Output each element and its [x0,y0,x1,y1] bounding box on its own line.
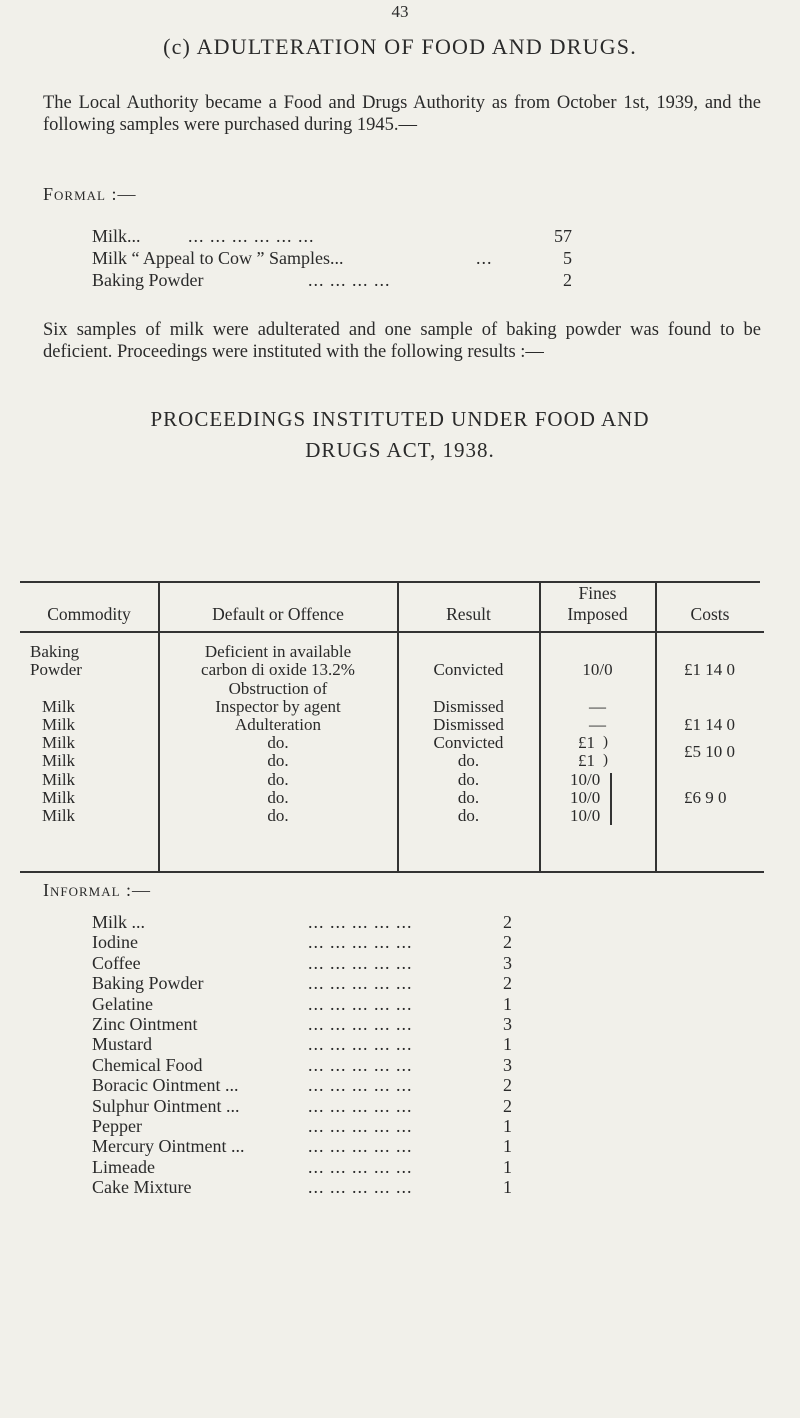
informal-leader: ... ... ... ... ... [308,1054,413,1075]
table-cell-commodity: Powder [30,660,82,679]
table-cell-offence: do. [267,806,289,825]
informal-label: Zinc Ointment [92,1014,198,1034]
table-cell-offence: Deficient in available [204,642,352,661]
table-cell-result: do. [457,751,480,770]
table-cell-commodity: Baking [30,642,80,661]
informal-label: Chemical Food [92,1054,203,1075]
informal-row [92,1177,692,1197]
table-cell-cost: £6 9 0 [684,788,727,807]
informal-label: Cake Mixture [92,1177,192,1198]
table-cell-result: do. [457,806,480,825]
informal-leader: ... ... ... ... ... [308,1177,413,1198]
informal-count: 3 [503,1054,512,1075]
column-header-fines: Fines [578,583,617,603]
table-cell-commodity: Milk [42,770,76,789]
informal-count: 1 [503,1116,512,1136]
formal-label: Baking Powder [92,270,204,290]
table-cell-offence: Obstruction of [228,679,328,698]
informal-label: Iodine [92,932,138,953]
table-cell-fine: £1 [578,733,595,752]
informal-row [92,912,692,932]
informal-leader: ... ... ... ... ... [308,1116,413,1136]
column-header-result: Result [446,604,491,624]
informal-label: Milk ... [92,912,146,932]
informal-row [92,953,692,973]
informal-row [92,1055,692,1075]
proceedings-title-line1: PROCEEDINGS INSTITUTED UNDER FOOD AND [150,407,650,431]
informal-heading: Informal :— [43,880,152,900]
informal-label: Mercury Ointment ... [92,1136,245,1157]
formal-row [92,270,692,290]
informal-row [92,1136,692,1156]
table-cell-offence: Inspector by agent [215,697,341,716]
informal-row [92,1075,692,1095]
table-cell-fine: 10/0 [570,806,601,825]
informal-count: 2 [503,912,512,932]
informal-row [92,973,692,993]
informal-count: 1 [503,993,512,1014]
informal-leader: ... ... ... ... ... [308,973,413,994]
table-cell-offence: do. [267,751,289,770]
proceedings-table [20,581,764,873]
informal-label: Coffee [92,952,141,973]
table-cell-result: Convicted [433,660,504,679]
informal-row [92,1096,692,1116]
column-header-costs: Costs [690,604,730,624]
informal-row [92,1014,692,1034]
formal-row [92,226,692,246]
informal-count: 2 [503,973,512,994]
column-header-commodity: Commodity [47,604,131,624]
table-rule [20,871,764,873]
table-cell-result: Convicted [433,733,504,752]
formal-heading: Formal :— [43,184,137,204]
table-cell-commodity: Milk [42,806,76,825]
informal-count: 1 [503,1034,512,1055]
informal-leader: ... ... ... ... ... [308,932,413,953]
informal-label: Gelatine [92,993,153,1014]
informal-row [92,994,692,1014]
table-cell-fine: 10/0 [582,660,613,679]
table-cell-fine: — [589,715,606,734]
table-cell-fine: £1 [578,751,595,770]
formal-leader: ... ... ... ... [308,270,391,290]
informal-count: 1 [503,1136,512,1157]
table-cell-result: Dismissed [433,697,504,716]
informal-leader: ... ... ... ... ... [308,952,413,973]
intro-paragraph: The Local Authority became a Food and Drugs Authority as from October 1st, 1939, and the following samples were purchased during 1945.— [43,93,761,135]
informal-count: 1 [503,1177,512,1198]
table-cell-result: Dismissed [433,715,504,734]
informal-row [92,1034,692,1054]
table-cell-commodity: Milk [42,715,76,734]
table-cell-cost: £1 14 0 [684,660,735,679]
table-cell-commodity: Milk [42,697,76,716]
brace-glyph: ) [603,752,608,768]
formal-row [92,248,692,268]
formal-leader: ... ... ... ... ... ... [188,226,315,246]
informal-count: 2 [503,932,512,953]
informal-label: Limeade [92,1156,155,1177]
informal-label: Baking Powder [92,973,204,994]
table-cell-fine: — [589,697,606,716]
table-cell-fine: 10/0 [570,770,601,789]
informal-leader: ... ... ... ... ... [308,1136,413,1157]
table-cell-offence: do. [267,788,289,807]
informal-row [92,932,692,952]
table-cell-offence: do. [267,733,289,752]
result-paragraph: Six samples of milk were adulterated and one sample of baking powder was found to be deficient. Proceedings were instituted with the following results :— [43,320,761,362]
table-rule [20,631,764,633]
informal-label: Pepper [92,1116,142,1136]
formal-count: 2 [563,270,572,290]
table-cell-offence: carbon di oxide 13.2% [201,660,355,679]
informal-leader: ... ... ... ... ... [308,1075,413,1096]
informal-leader: ... ... ... ... ... [308,1014,413,1034]
informal-leader: ... ... ... ... ... [308,1156,413,1177]
informal-count: 3 [503,952,512,973]
informal-row [92,1116,692,1136]
informal-leader: ... ... ... ... ... [308,1034,413,1055]
informal-count: 3 [503,1014,512,1034]
table-cell-cost: £5 10 0 [684,742,735,761]
table-cell-commodity: Milk [42,788,76,807]
formal-count: 5 [563,248,572,268]
informal-row [92,1157,692,1177]
section-heading: (c) ADULTERATION OF FOOD AND DRUGS. [163,34,637,59]
table-cell-commodity: Milk [42,733,76,752]
informal-label: Sulphur Ointment ... [92,1095,240,1116]
formal-count: 57 [554,226,572,246]
informal-label: Boracic Ointment ... [92,1075,239,1096]
informal-count: 2 [503,1075,512,1096]
informal-leader: ... ... ... ... ... [308,1095,413,1116]
brace-glyph [610,773,612,825]
table-cell-result: do. [457,770,480,789]
formal-leader: ... [476,248,493,268]
informal-label: Mustard [92,1034,152,1055]
table-cell-result: do. [457,788,480,807]
formal-label: Milk “ Appeal to Cow ” Samples... [92,248,344,268]
page-number: 43 [391,2,409,21]
informal-count: 1 [503,1156,512,1177]
informal-count: 2 [503,1095,512,1116]
table-cell-offence: Adulteration [235,715,321,734]
table-cell-commodity: Milk [42,751,76,770]
table-cell-cost: £1 14 0 [684,715,735,734]
table-cell-fine: 10/0 [570,788,601,807]
formal-label: Milk... [92,226,141,246]
proceedings-title-line2: DRUGS ACT, 1938. [305,438,495,462]
column-header-offence: Default or Offence [212,604,344,624]
informal-leader: ... ... ... ... ... [308,912,413,932]
brace-glyph: ) [603,734,608,750]
table-cell-offence: do. [267,770,289,789]
informal-leader: ... ... ... ... ... [308,993,413,1014]
column-header-fines-imposed: Imposed [567,604,628,624]
